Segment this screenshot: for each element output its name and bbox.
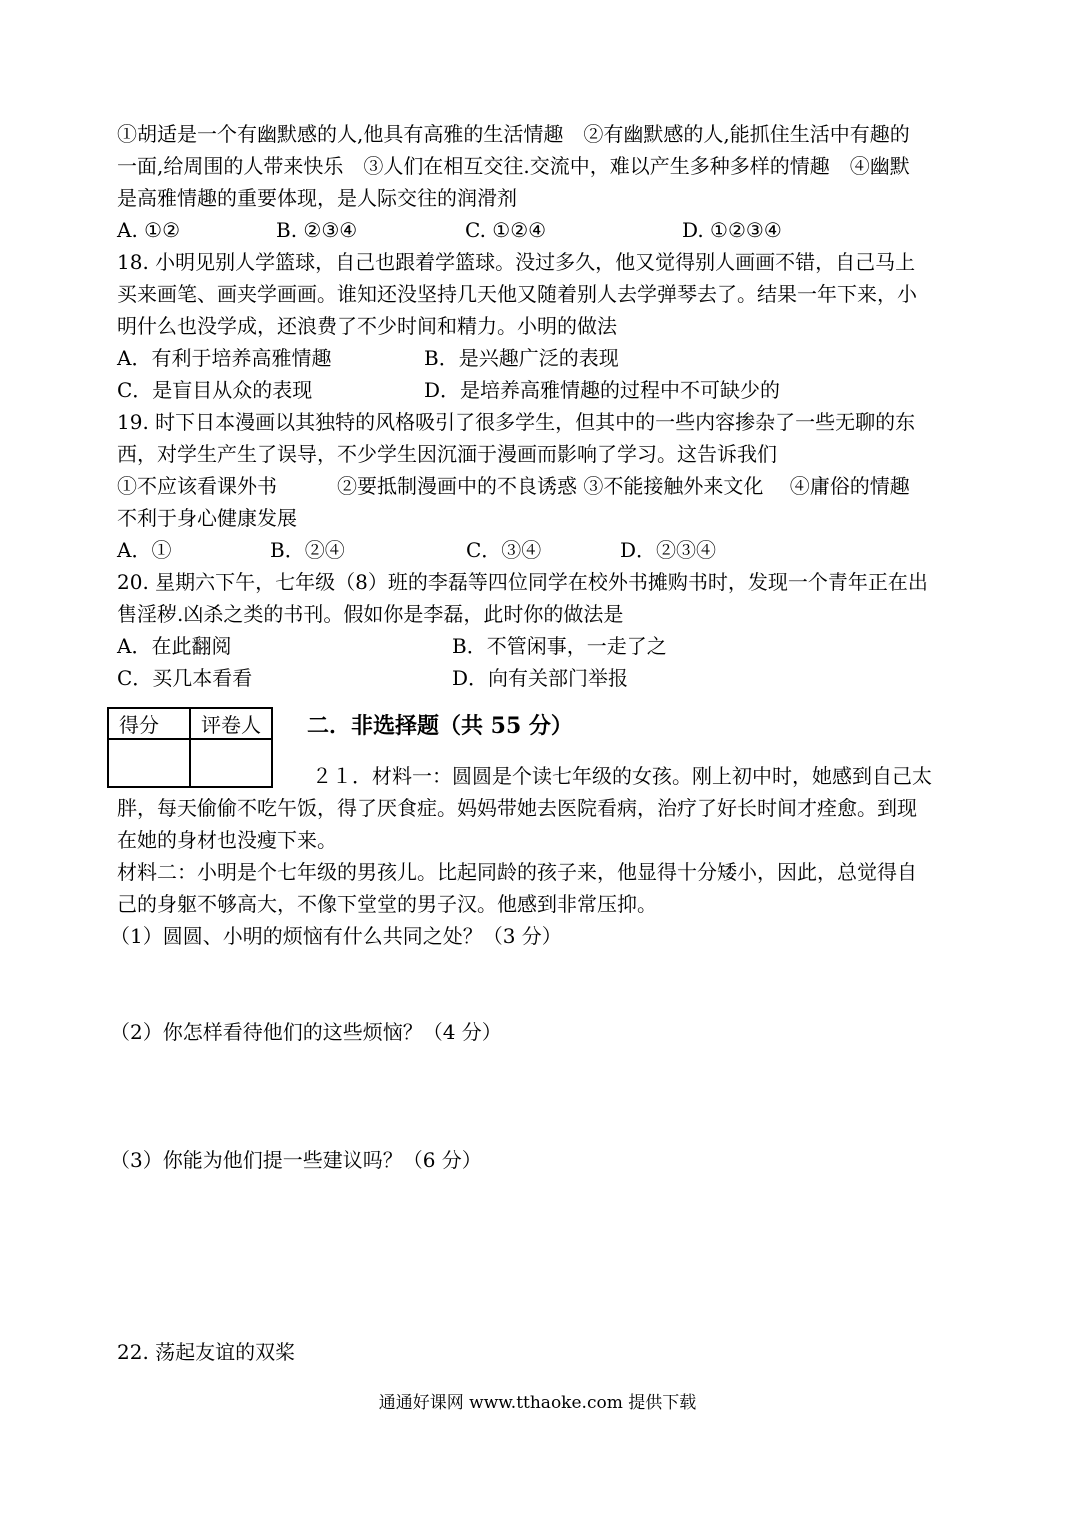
- q20-line-2: 售淫秽.凶杀之类的书刊。假如你是李磊，此时你的做法是: [117, 602, 624, 626]
- footer-text: 通通好课网 www.tthaoke.com 提供下载: [378, 1393, 697, 1413]
- q18-option-b: B．是兴趣广泛的表现: [424, 346, 619, 370]
- q21-line-2: 胖，每天偷偷不吃午饭，得了厌食症。妈妈带她去医院看病，治疗了好长时间才痊愈。到现: [117, 796, 917, 820]
- grader-header: 评卷人: [190, 708, 272, 739]
- q21-line-5: 己的身躯不够高大，不像下堂堂的男子汉。他感到非常压抑。: [117, 892, 657, 916]
- q20-line-1: 20. 星期六下午，七年级（8）班的李磊等四位同学在校外书摊购书时，发现一个青年正在出: [117, 570, 928, 594]
- q19-line-1: 19. 时下日本漫画以其独特的风格吸引了很多学生，但其中的一些内容掺杂了一些无聊的东: [117, 410, 916, 434]
- q19-option-a: A．①: [117, 538, 172, 562]
- grader-cell: [190, 739, 272, 787]
- q17-option-c: C. ①②④: [465, 218, 547, 242]
- q20-option-c: C．买几本看看: [117, 666, 253, 690]
- q18-line-3: 明什么也没学成，还浪费了不少时间和精力。小明的做法: [117, 314, 617, 338]
- q21-sub-1: （1）圆圆、小明的烦恼有什么共同之处？（3 分）: [110, 924, 562, 948]
- q19-option-b: B．②④: [270, 538, 345, 562]
- q18-option-d: D．是培养高雅情趣的过程中不可缺少的: [424, 378, 781, 402]
- q19-line-4: 不利于身心健康发展: [117, 506, 297, 530]
- q21-sub-3: （3）你能为他们提一些建议吗？（6 分）: [110, 1148, 482, 1172]
- section-2-title: 二．非选择题（共 55 分）: [307, 713, 573, 739]
- q17-option-b: B. ②③④: [276, 218, 358, 242]
- q21-sub-2: （2）你怎样看待他们的这些烦恼？（4 分）: [110, 1020, 502, 1044]
- q21-line-4: 材料二：小明是个七年级的男孩儿。比起同龄的孩子来，他显得十分矮小，因此，总觉得自: [117, 860, 917, 884]
- score-header: 得分: [108, 708, 190, 739]
- q17-option-a: A. ①②: [117, 218, 181, 242]
- score-table: [107, 707, 273, 788]
- q17-line-3: 是高雅情趣的重要体现，是人际交往的润滑剂: [117, 186, 517, 210]
- q17-option-d: D. ①②③④: [682, 218, 782, 242]
- q17-line-2: 一面,给周围的人带来快乐 ③人们在相互交往.交流中，难以产生多种多样的情趣 ④幽默: [117, 154, 910, 178]
- q19-line-3: ①不应该看课外书 ②要抵制漫画中的不良诱惑 ③不能接触外来文化 ④庸俗的情趣: [117, 474, 910, 498]
- q21-line-3: 在她的身材也没瘦下来。: [117, 828, 337, 852]
- q19-line-2: 西，对学生产生了误导，不少学生因沉湎于漫画而影响了学习。这告诉我们: [117, 442, 777, 466]
- q20-option-b: B．不管闲事，一走了之: [452, 634, 667, 658]
- q17-line-1: ①胡适是一个有幽默感的人,他具有高雅的生活情趣 ②有幽默感的人,能抓住生活中有趣的: [117, 122, 910, 146]
- q21-line-1: ２１．材料一：圆圆是个读七年级的女孩。刚上初中时，她感到自己太: [312, 764, 932, 788]
- q20-option-a: A．在此翻阅: [117, 634, 232, 658]
- q18-line-2: 买来画笔、画夹学画画。谁知还没坚持几天他又随着别人去学弹琴去了。结果一年下来，小: [117, 282, 917, 306]
- q18-line-1: 18. 小明见别人学篮球，自己也跟着学篮球。没过多久，他又觉得别人画画不错，自己马上: [117, 250, 916, 274]
- q19-option-c: C．③④: [466, 538, 542, 562]
- score-cell: [108, 739, 190, 787]
- q22-line-1: 22. 荡起友谊的双桨: [117, 1340, 296, 1364]
- q20-option-d: D．向有关部门举报: [452, 666, 629, 690]
- q18-option-a: A．有利于培养高雅情趣: [117, 346, 332, 370]
- q19-option-d: D．②③④: [620, 538, 717, 562]
- q18-option-c: C．是盲目从众的表现: [117, 378, 313, 402]
